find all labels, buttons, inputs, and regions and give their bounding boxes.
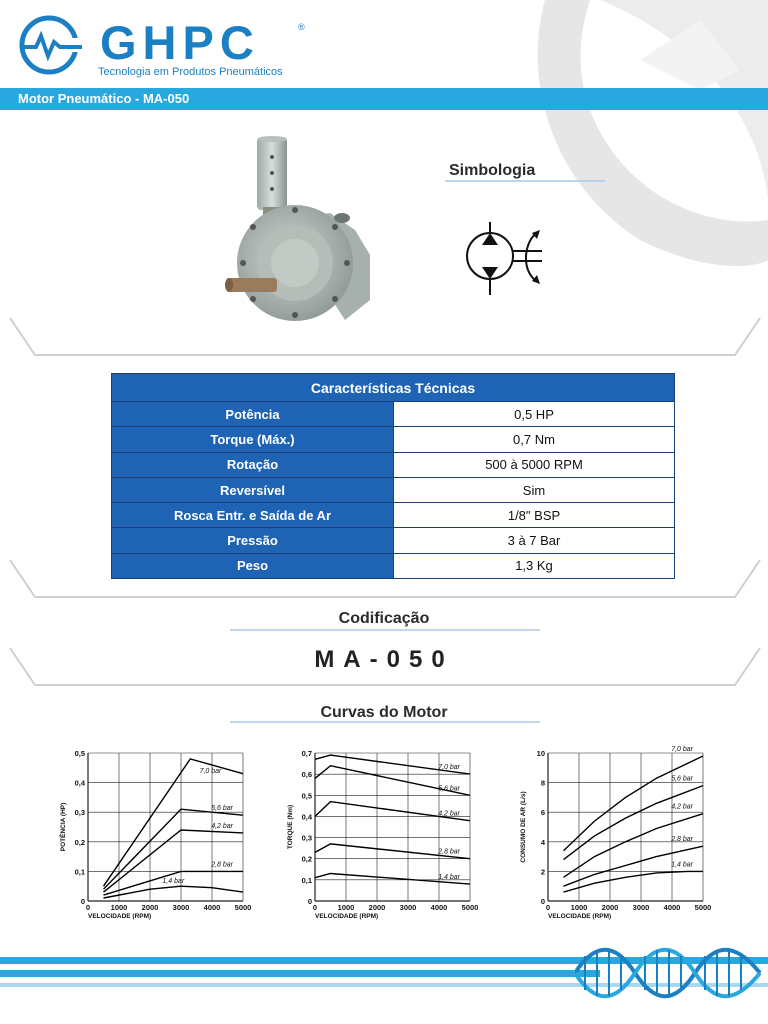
y-tick-label: 0,1 [301, 875, 312, 885]
spec-value: 0,7 Nm [394, 427, 675, 452]
series-label: 2,8 bar [211, 861, 233, 869]
y-tick-label: 0,2 [301, 854, 312, 864]
x-tick-label: 4000 [663, 903, 681, 912]
x-tick-label: 0 [85, 903, 91, 912]
y-tick-label: 0,1 [74, 867, 85, 877]
y-tick-label: 0 [80, 897, 85, 906]
x-tick-label: 2000 [141, 903, 159, 912]
spec-label: Pressão [112, 528, 394, 553]
spec-value: 1,3 Kg [394, 553, 675, 578]
specs-table [111, 373, 675, 579]
y-tick-label: 0,2 [74, 837, 85, 847]
pneumatic-motor-symbol [460, 220, 550, 300]
x-axis-label: VELOCIDADE (RPM) [88, 913, 152, 920]
x-tick-label: 1000 [337, 903, 355, 912]
x-tick-label: 2000 [601, 903, 619, 912]
registered-mark: ® [298, 22, 305, 32]
x-tick-label: 4000 [430, 903, 448, 912]
air-consumption-chart [515, 745, 715, 925]
spec-value: Sim [394, 477, 675, 502]
spec-value: 1/8" BSP [394, 503, 675, 528]
series-label: 1,4 bar [438, 874, 460, 882]
table-row [112, 427, 675, 452]
spec-label: Torque (Máx.) [112, 427, 394, 452]
spec-label: Potência [112, 402, 394, 427]
series-label: 7,0 bar [199, 767, 222, 775]
specs-table-header: Características Técnicas [112, 374, 675, 402]
series-label: 4,2 bar [671, 803, 693, 811]
y-tick-label: 0,4 [301, 812, 312, 822]
spec-value: 3 à 7 Bar [394, 528, 675, 553]
x-tick-label: 4000 [203, 903, 221, 912]
x-tick-label: 3000 [632, 903, 650, 912]
y-tick-label: 0,5 [74, 749, 85, 758]
series-label: 4,2 bar [438, 810, 460, 818]
y-tick-label: 4 [540, 837, 545, 847]
x-tick-label: 0 [545, 903, 551, 912]
x-tick-label: 2000 [368, 903, 386, 912]
x-axis-label: VELOCIDADE (RPM) [315, 913, 379, 920]
series-label: 1,4 bar [671, 861, 693, 869]
motor-product-image [225, 135, 375, 333]
y-tick-label: 0,7 [301, 749, 312, 758]
series-label: 2,8 bar [438, 848, 460, 856]
table-row [112, 452, 675, 477]
x-tick-label: 5000 [461, 903, 479, 912]
table-row [112, 503, 675, 528]
y-tick-label: 6 [540, 808, 545, 818]
spec-label: Rotação [112, 452, 394, 477]
page-title: Motor Pneumático - MA-050 [18, 91, 190, 106]
y-axis-label: TORQUE (Nm) [287, 804, 294, 850]
torque-curve-chart [282, 745, 482, 925]
spec-label: Rosca Entr. e Saída de Ar [112, 503, 394, 528]
table-row [112, 553, 675, 578]
y-axis-label: CONSUMO DE AR (L/s) [520, 791, 527, 863]
y-tick-label: 0,3 [301, 833, 312, 843]
series-label: 2,8 bar [671, 836, 693, 844]
x-tick-label: 5000 [234, 903, 252, 912]
series-line [104, 809, 244, 889]
curves-title: Curvas do Motor [320, 704, 448, 721]
series-line [564, 786, 704, 860]
logo-mark [18, 14, 84, 76]
y-tick-label: 0,4 [74, 778, 85, 788]
series-line [564, 871, 704, 892]
power-curve-chart [55, 745, 255, 925]
x-tick-label: 1000 [110, 903, 128, 912]
series-label: 5,6 bar [438, 785, 460, 793]
divider-line [10, 318, 760, 355]
table-row [112, 402, 675, 427]
spec-label: Peso [112, 553, 394, 578]
table-row [112, 477, 675, 502]
symbology-title: Simbologia [449, 162, 536, 179]
series-label: 1,4 bar [162, 878, 185, 886]
series-label: 5,6 bar [211, 805, 233, 813]
y-tick-label: 0 [540, 897, 545, 906]
x-axis-label: VELOCIDADE (RPM) [548, 913, 612, 920]
x-tick-label: 0 [312, 903, 318, 912]
y-tick-label: 10 [536, 749, 545, 758]
series-label: 5,6 bar [671, 775, 693, 783]
series-label: 4,2 bar [211, 822, 233, 830]
footer-stripe [0, 970, 600, 977]
y-tick-label: 0,3 [74, 808, 85, 818]
series-label: 7,0 bar [671, 745, 693, 753]
series-label: 7,0 bar [438, 764, 460, 772]
y-tick-label: 0,6 [301, 770, 312, 780]
brand-logo-text: GHPC [100, 16, 260, 69]
spec-value: 500 à 5000 RPM [394, 452, 675, 477]
y-axis-label: POTÊNCIA (HP) [60, 802, 67, 852]
x-tick-label: 5000 [694, 903, 712, 912]
dna-helix-graphic [575, 942, 765, 1004]
x-tick-label: 3000 [172, 903, 190, 912]
spec-label: Reversível [112, 477, 394, 502]
x-tick-label: 1000 [570, 903, 588, 912]
table-row [112, 528, 675, 553]
y-tick-label: 0,5 [301, 791, 312, 801]
x-tick-label: 3000 [399, 903, 417, 912]
coding-title: Codificação [338, 610, 430, 627]
y-tick-label: 2 [540, 867, 545, 877]
product-code: MA-050 [314, 646, 454, 673]
y-tick-label: 0 [307, 897, 312, 906]
brand-tagline: Tecnologia em Produtos Pneumáticos [98, 66, 283, 78]
y-tick-label: 8 [540, 778, 545, 788]
spec-value: 0,5 HP [394, 402, 675, 427]
